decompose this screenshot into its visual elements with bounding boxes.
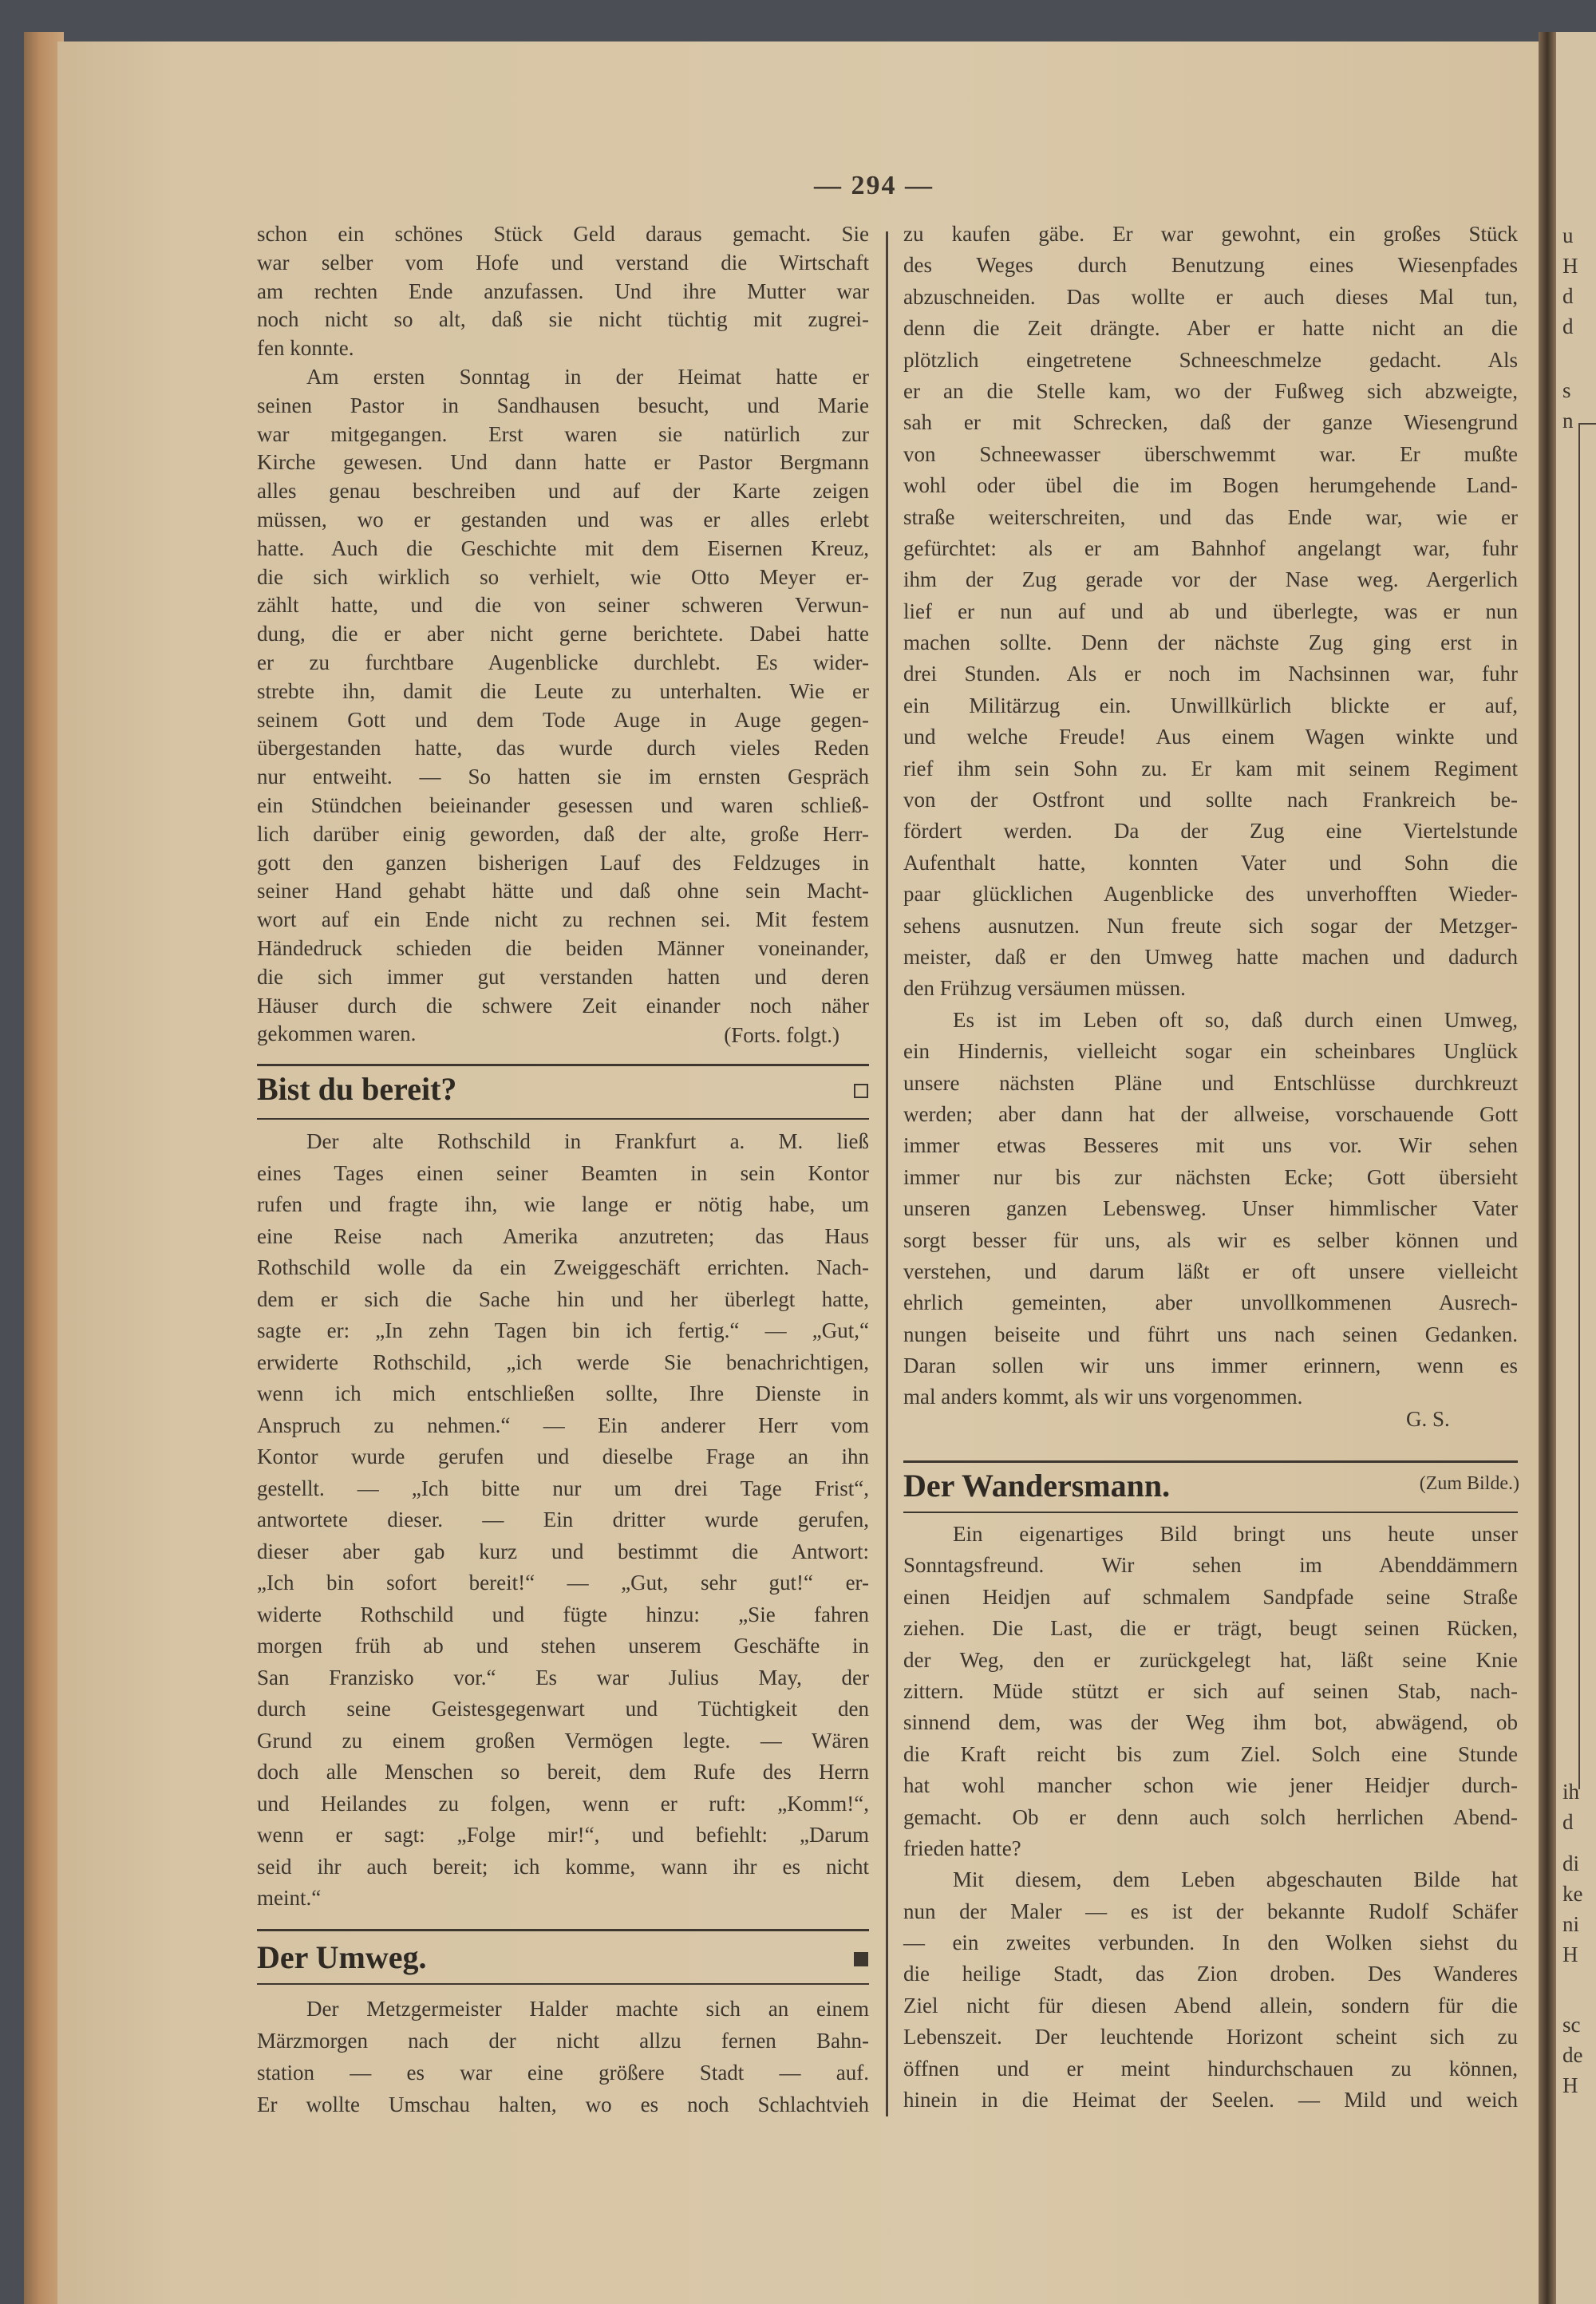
text-line: nun der Maler — es ist der bekannte Rudolf Schäfer	[903, 1899, 1518, 1923]
square-ornament-icon	[854, 1084, 868, 1098]
text-line: straße weiterschreiten, und das Ende war, wie er	[903, 504, 1518, 529]
text-line: sehens ausnutzen. Nun freute sich sogar der Metzger-	[903, 913, 1518, 938]
text-line: unsere nächsten Pläne und Entschlüsse durchkreuzt	[903, 1070, 1518, 1095]
text-line: Sonntagsfreund. Wir sehen im Abenddämmern	[903, 1553, 1518, 1578]
text-line: von Schneewasser überschwemmt war. Er mußte	[903, 441, 1518, 466]
text-line: lief er nun auf und ab und überlegte, was er nun	[903, 599, 1518, 623]
next-page-text-fragment: u	[1562, 223, 1574, 247]
text-line: von der Ostfront und sollte nach Frankreich be-	[903, 788, 1518, 812]
next-page-text-fragment: de	[1562, 2043, 1583, 2067]
text-line: ziehen. Die Last, die er trägt, beugt seinen Rücken,	[903, 1616, 1518, 1641]
text-line: werden; aber dann hat der allweise, vorschauende Gott	[903, 1101, 1518, 1126]
text-line: Ziel nicht für diesen Abend allein, sondern für die	[903, 1993, 1518, 2017]
next-page-text-fragment: H	[1562, 1942, 1578, 1966]
text-line: doch alle Menschen so bereit, dem Rufe des Herrn	[257, 1760, 869, 1784]
text-line: noch nicht so alt, daß sie nicht tüchtig mit zugrei-	[257, 307, 869, 332]
text-line: ihm der Zug gerade vor der Nase weg. Aergerlich	[903, 567, 1518, 592]
section-rule	[903, 1460, 1518, 1463]
article-body-bereit	[257, 1126, 869, 1915]
text-line: Der Metzgermeister Halder machte sich an einem	[306, 1997, 869, 2021]
article-title-wandersmann: Der Wandersmann.	[903, 1468, 1171, 1504]
text-line: war mitgegangen. Erst waren sie natürlich zur	[257, 421, 869, 446]
text-line: Händedruck schieden die beiden Männer voneinander,	[257, 935, 869, 960]
text-line: gemacht. Ob er denn auch solch herrlichen Abend-	[903, 1804, 1518, 1829]
text-line: Rothschild wolle da ein Zweiggeschäft errichten. Nach-	[257, 1255, 869, 1279]
text-line: Anspruch zu nehmen.“ — Ein anderer Herr vom	[257, 1413, 869, 1437]
text-line: machen sollte. Denn der nächste Zug ging erst in	[903, 630, 1518, 655]
section-rule	[257, 1064, 869, 1066]
text-line: immer etwas Besseres mit uns vor. Wir sehen	[903, 1133, 1518, 1158]
next-page-text-fragment: H	[1562, 2073, 1578, 2097]
text-line: station — es war eine größere Stadt — auf.	[257, 2061, 869, 2085]
text-line: sagte er: „In zehn Tagen bin ich fertig.“ — „Gut,“	[257, 1318, 869, 1342]
text-line: ein Hindernis, vielleicht sogar ein scheinbares Unglück	[903, 1039, 1518, 1064]
next-page-frame	[1578, 423, 1596, 1789]
next-page-text-fragment: s	[1562, 378, 1571, 402]
text-line: lich darüber einig geworden, daß der alte, große Herr-	[257, 821, 869, 846]
text-line: eine Reise nach Amerika anzutreten; das Haus	[257, 1223, 869, 1248]
text-line: war selber vom Hofe und verstand die Wirtschaft	[257, 250, 869, 275]
text-line: denn die Zeit drängte. Aber er hatte nicht an die	[903, 316, 1518, 341]
next-page-text-fragment: sc	[1562, 2013, 1581, 2037]
next-page-text-fragment: d	[1562, 284, 1574, 308]
text-line: zu kaufen gäbe. Er war gewohnt, ein großes Stück	[903, 222, 1518, 246]
text-line: schon ein schönes Stück Geld daraus gemacht. Sie	[257, 222, 869, 246]
text-line: übergestanden hatte, das wurde durch vieles Reden	[257, 736, 869, 761]
text-line: der Weg, den er zurückgelegt hat, läßt seine Knie	[903, 1647, 1518, 1672]
text-line: Ein eigenartiges Bild bringt uns heute unser	[953, 1522, 1518, 1546]
text-line: — ein zweites verbunden. In den Wolken siehst du	[903, 1931, 1518, 1955]
section-rule	[257, 1983, 869, 1985]
text-line: gott den ganzen bisherigen Lauf des Feldzuges in	[257, 850, 869, 875]
text-line: frieden hatte?	[903, 1836, 1021, 1860]
next-page-text-fragment: ni	[1562, 1912, 1580, 1936]
next-page-edge	[1556, 32, 1596, 2304]
text-line: Kirche gewesen. Und dann hatte er Pastor Bergmann	[257, 450, 869, 475]
text-line: die heilige Stadt, das Zion droben. Des Wanderes	[903, 1962, 1518, 1986]
text-line: Am ersten Sonntag in der Heimat hatte er	[306, 364, 869, 389]
text-line: sinnend dem, was der Weg ihm bot, abwägend, ob	[903, 1710, 1518, 1735]
text-line: zittern. Müde stützt er sich auf seinen Stab, nach-	[903, 1678, 1518, 1703]
text-line: Häuser durch die schwere Zeit einander noch näher	[257, 993, 869, 1018]
text-line: ein Militärzug ein. Unwillkürlich blickte er auf,	[903, 693, 1518, 717]
text-line: fördert werden. Da der Zug eine Viertelstunde	[903, 819, 1518, 844]
text-line: wort auf ein Ende nicht zu rechnen sei. Mit festem	[257, 907, 869, 932]
text-line: hinein in die Heimat der Seelen. — Mild und weich	[903, 2088, 1518, 2112]
text-line: verstehen, und darum läßt er oft unsere vielleicht	[903, 1259, 1518, 1283]
next-page-text-fragment: di	[1562, 1851, 1580, 1875]
text-line: nungen beiseite und führt uns nach seinen Gedanken.	[903, 1322, 1518, 1346]
text-line: öffnen und er meint hindurchschauen zu können,	[903, 2056, 1518, 2081]
text-line: unseren ganzen Lebensweg. Unser himmlischer Vater	[903, 1196, 1518, 1221]
text-line: dung, die er aber nicht gerne berichtete. Dabei hatte	[257, 622, 869, 646]
text-line: ehrlich gemeinten, aber unvollkommenen Ausrech-	[903, 1290, 1518, 1315]
text-line: Aufenthalt hatte, konnten Vater und Sohn die	[903, 850, 1518, 875]
column-divider	[886, 231, 888, 2116]
text-line: fen konnte.	[257, 336, 354, 361]
text-line: wohl oder übel die im Bogen herumgehende Land-	[903, 473, 1518, 498]
page-number: — 294 —	[814, 171, 934, 200]
text-line: rufen und fragte ihn, wie lange er nötig habe, um	[257, 1192, 869, 1216]
text-line: „Ich bin sofort bereit!“ — „Gut, sehr gut!“ er-	[257, 1571, 869, 1595]
next-page-text-fragment: d	[1562, 1810, 1574, 1834]
text-line: abzuschneiden. Das wollte er auch dieses Mal tun,	[903, 284, 1518, 309]
text-line: und welche Freude! Aus einem Wagen winkte und	[903, 725, 1518, 749]
article-body-umweg-left	[257, 1993, 869, 2120]
text-line: müssen, wo er gestanden und was er alles erlebt	[257, 507, 869, 532]
text-line: mal anders kommt, als wir uns vorgenommen.	[903, 1385, 1303, 1409]
story-continuation	[257, 220, 869, 1049]
text-line: San Franzisko vor.“ Es war Julius May, der	[257, 1665, 869, 1689]
text-line: erwiderte Rothschild, „ich werde Sie benachrichtigen,	[257, 1350, 869, 1374]
text-line: am rechten Ende anzufassen. Und ihre Mutter war	[257, 279, 869, 303]
text-line: eines Tages einen seiner Beamten in sein Kontor	[257, 1160, 869, 1185]
filled-square-ornament-icon	[854, 1952, 868, 1966]
text-line: widerte Rothschild und fügte hinzu: „Sie fahren	[257, 1602, 869, 1626]
text-line: einen Heidjen auf schmalem Sandpfade seine Straße	[903, 1584, 1518, 1609]
text-line: dieser aber gab kurz und bestimmt die Antwort:	[257, 1539, 869, 1563]
text-line: wenn ich mich entschließen sollte, Ihre Dienste in	[257, 1381, 869, 1405]
book-gutter	[1539, 32, 1556, 2304]
text-line: durch seine Geistesgegenwart und Tüchtigkeit den	[257, 1697, 869, 1721]
next-page-text-fragment: ih	[1562, 1780, 1580, 1804]
next-page-text-fragment: d	[1562, 314, 1574, 338]
text-line: Es ist im Leben oft so, daß durch einen Umweg,	[953, 1007, 1518, 1032]
text-line: seid ihr auch bereit; ich komme, wann ihr es nicht	[257, 1854, 869, 1879]
text-line: er zu furchtbare Augenblicke durchlebt. Es wider-	[257, 650, 869, 674]
text-line: den Frühzug versäumen müssen.	[903, 976, 1186, 1001]
next-page-text-fragment: H	[1562, 254, 1578, 278]
text-line: paar glücklichen Augenblicke des unverhofften Wieder-	[903, 882, 1518, 907]
text-line: plötzlich eingetretene Schneeschmelze gedacht. Als	[903, 347, 1518, 372]
text-line: Mit diesem, dem Leben abgeschauten Bilde hat	[953, 1867, 1518, 1892]
text-line: Kontor wurde gerufen und dieselbe Frage an ihn	[257, 1444, 869, 1468]
article-body-wandersmann	[903, 1519, 1518, 2116]
text-line: ein Stündchen beieinander gesessen und waren schließ-	[257, 792, 869, 817]
text-line: Der alte Rothschild in Frankfurt a. M. ließ	[306, 1129, 869, 1153]
text-line: morgen früh ab und stehen unserem Geschäfte in	[257, 1634, 869, 1658]
section-rule	[257, 1118, 869, 1120]
text-line: wenn er sagt: „Folge mir!“, und befiehlt: „Darum	[257, 1823, 869, 1847]
text-line: seinen Pastor in Sandhausen besucht, und Marie	[257, 393, 869, 417]
text-line: immer nur bis zur nächsten Ecke; Gott übersieht	[903, 1164, 1518, 1189]
text-line: Grund zu einem großen Vermögen legte. — Wären	[257, 1728, 869, 1753]
text-line: hat wohl mancher schon wie jener Heidjer durch-	[903, 1773, 1518, 1798]
text-line: sah er mit Schrecken, daß der ganze Wiesengrund	[903, 410, 1518, 435]
text-line: Er wollte Umschau halten, wo es noch Schlachtvieh	[257, 2093, 869, 2116]
article-title-umweg: Der Umweg.	[257, 1939, 427, 1975]
text-line: die sich wirklich so verhielt, wie Otto Meyer er-	[257, 564, 869, 589]
section-rule	[257, 1929, 869, 1931]
text-line: strebte ihn, damit die Leute zu unterhalten. Wie er	[257, 678, 869, 703]
text-line: meint.“	[257, 1886, 322, 1910]
text-line: zählt hatte, und die von seiner schweren Verwun-	[257, 593, 869, 618]
text-line: seiner Hand gehabt hätte und daß ohne sein Macht-	[257, 879, 869, 903]
text-line: rief ihm sein Sohn zu. Er kam mit seinem Regiment	[903, 756, 1518, 781]
text-line: sorgt besser für uns, als wir es selber können und	[903, 1227, 1518, 1252]
text-line: die sich immer gut verstanden hatten und deren	[257, 964, 869, 989]
text-line: und Heilandes zu folgen, wenn er ruft: „Komm!“,	[257, 1791, 869, 1816]
text-line: alles genau beschreiben und auf der Karte zeigen	[257, 479, 869, 504]
text-line: er an die Stelle kam, wo der Fußweg sich abzweigte,	[903, 378, 1518, 403]
text-line: Daran sollen wir uns immer erinnern, wenn es	[903, 1354, 1518, 1378]
article-body-umweg-right	[903, 219, 1518, 1413]
text-line: die Kraft reicht bis zum Ziel. Solch eine Stunde	[903, 1741, 1518, 1766]
text-line: Märzmorgen nach der nicht allzu fernen Bahn-	[257, 2029, 869, 2053]
text-line: dem er sich die Sache hin und her überlegt hatte,	[257, 1286, 869, 1311]
article-subtitle-wandersmann: (Zum Bilde.)	[1419, 1473, 1519, 1494]
article-title-bereit: Bist du bereit?	[257, 1071, 457, 1107]
text-line: hatte. Auch die Geschichte mit dem Eisernen Kreuz,	[257, 535, 869, 560]
text-line: antwortete dieser. — Ein dritter wurde gerufen,	[257, 1508, 869, 1531]
text-line: gestellt. — „Ich bitte nur um drei Tage Frist“,	[257, 1476, 869, 1500]
text-line: Lebenszeit. Der leuchtende Horizont scheint sich zu	[903, 2025, 1518, 2049]
text-line: gefürchtet: als er am Bahnhof angelangt war, fuhr	[903, 535, 1518, 560]
text-line: nur entweiht. — So hatten sie im ernsten Gespräch	[257, 765, 869, 789]
text-line: gekommen waren.	[257, 1022, 417, 1046]
next-page-text-fragment: n	[1562, 409, 1574, 433]
text-line: seinem Gott und dem Tode Auge in Auge gegen-	[257, 707, 869, 732]
text-line: drei Stunden. Als er noch im Nachsinnen war, fuhr	[903, 662, 1518, 686]
continued-note: (Forts. folgt.)	[724, 1023, 839, 1047]
section-rule	[903, 1512, 1518, 1513]
next-page-text-fragment: ke	[1562, 1882, 1583, 1906]
author-signature: G. S.	[1406, 1407, 1450, 1431]
text-line: des Weges durch Benutzung eines Wiesenpfades	[903, 253, 1518, 278]
text-line: meister, daß er den Umweg hatte machen und dadurch	[903, 944, 1518, 969]
